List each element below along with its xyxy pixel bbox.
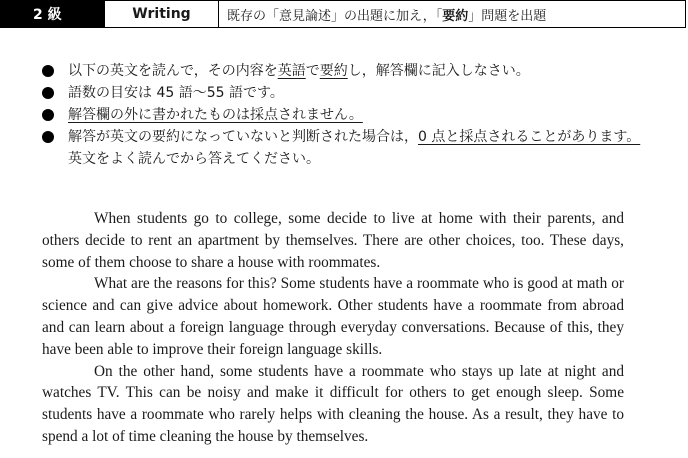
bullet-icon [42, 65, 54, 77]
instruction-text-underlined: 解答欄の外に書かれたものは採点されません。 [68, 107, 363, 123]
bullet-icon [42, 109, 54, 121]
instruction-text-underlined: 0 点と採点されることが [418, 129, 572, 145]
instruction-item [42, 82, 642, 104]
header-description [219, 1, 685, 27]
passage-paragraph-2: What are the reasons for this? Some students have a roommate who is good at math or science and can give advice about homework. Other students have a roommate from abroad and can learn about a foreign language through everyday conversations. Because of this, they have been able to improve their foreign language skills. [42, 275, 624, 358]
instruction-text: 語数の目安は 45 語～55 語です。 [68, 85, 284, 101]
instruction-item [42, 104, 642, 126]
instruction-text: 解答が英文の要約になっていないと判断された場合は， [68, 129, 418, 145]
instructions-list [42, 60, 642, 170]
bullet-icon [42, 87, 54, 99]
instruction-text: 以下の英文を読んで，その内容を [68, 63, 278, 79]
passage-paragraph-1: When students go to college, some decide to live at home with their parents, and others decide to rent an apartment by themselves. There are other choices, too. These days, some of them choose to share a house with roommates. [42, 210, 624, 271]
page-header [0, 0, 686, 28]
instruction-text-underlined: 要約 [319, 63, 348, 79]
instruction-item [42, 126, 642, 170]
passage-paragraph-3: On the other hand, some students have a roommate who stays up late at night and watches TV. This can be noisy and make it difficult for others to get enough sleep. Some students have a roommate who rarely helps with cleaning the house. As a result, they have to spend a lot of time cleaning the house by themselves. [42, 362, 624, 445]
section-label: Writing [105, 1, 219, 27]
instruction-item [42, 60, 642, 82]
instruction-text-underlined: 英語 [277, 63, 306, 79]
reading-passage [42, 208, 624, 448]
header-desc-after: 」問題を出題 [468, 8, 547, 24]
instruction-text-underlined: あります。 [571, 129, 641, 145]
header-desc-before: 既存の「意見論述」の出題に加え，「 [227, 8, 443, 24]
grade-label: 2 級 [1, 1, 105, 27]
instruction-text: し，解答欄に記入しなさい。 [347, 63, 530, 79]
instruction-text: で [305, 63, 320, 79]
bullet-icon [42, 131, 54, 143]
header-desc-bold: 要約 [442, 8, 469, 24]
instruction-text: 英文をよく読んでから答えてください。 [68, 151, 320, 167]
